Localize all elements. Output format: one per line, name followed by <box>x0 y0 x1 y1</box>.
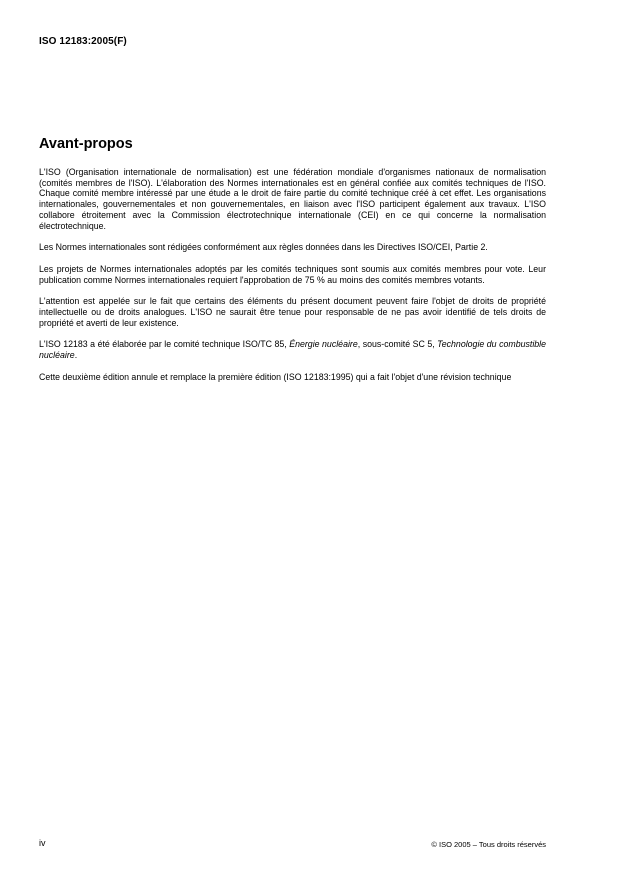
committee-text-part1: L'ISO 12183 a été élaborée par le comité technique ISO/TC 85, <box>39 339 290 350</box>
committee-text-part3: . <box>74 350 78 361</box>
paragraph-technical-committee <box>39 339 546 360</box>
page-number: iv <box>39 838 46 848</box>
paragraph-iso-directives: Les Normes internationales sont rédigées conformément aux règles données dans les Directives ISO/CEI, Partie 2. <box>39 242 488 253</box>
paragraph-draft-standards: Les projets de Normes internationales adoptés par les comités techniques sont soumis aux comités membres pour vote. Leur publication comme Normes internationales requiert l'approbation de 75 % au moins des comités membres votants. <box>39 263 546 285</box>
paragraph-patent-rights: L'attention est appelée sur le fait que certains des éléments du présent document peuvent faire l'objet de droits de propriété intellectuelle ou de droits analogues. L'ISO ne saurait être tenue pour responsable de ne pas avoir identifié de tels droits de propriété et averti de leur existence. <box>39 296 546 328</box>
committee-text-part2: , sous-comité SC 5, <box>357 339 438 350</box>
copyright-notice: © ISO 2005 – Tous droits réservés <box>431 840 546 849</box>
paragraph-iso-organisation: L'ISO (Organisation internationale de normalisation) est une fédération mondiale d'organismes nationaux de normalisation (comités membres de l'ISO). L'élaboration des Normes internationales est en général confiée aux comités techniques de l'ISO. Chaque comité membre intéressé par une étude a le droit de faire partie du comité technique créé à cet effet. Les organisations internationales, gouvernementales et non gouvernementales, en liaison avec l'ISO participent également aux travaux. L'ISO collabore étroitement avec la Commission électrotechnique internationale (CEI) en ce qui concerne la normalisation électrotechnique. <box>39 167 546 231</box>
foreword-body <box>39 167 546 394</box>
section-title: Avant-propos <box>39 136 133 152</box>
document-identifier: ISO 12183:2005(F) <box>39 36 127 47</box>
subcommittee-title: Technologie du combustible nucléaire <box>39 339 547 361</box>
paragraph-edition-note: Cette deuxième édition annule et remplace la première édition (ISO 12183:1995) qui a fait l'objet d'une révision technique <box>39 371 512 382</box>
committee-title: Énergie nucléaire <box>289 339 358 350</box>
